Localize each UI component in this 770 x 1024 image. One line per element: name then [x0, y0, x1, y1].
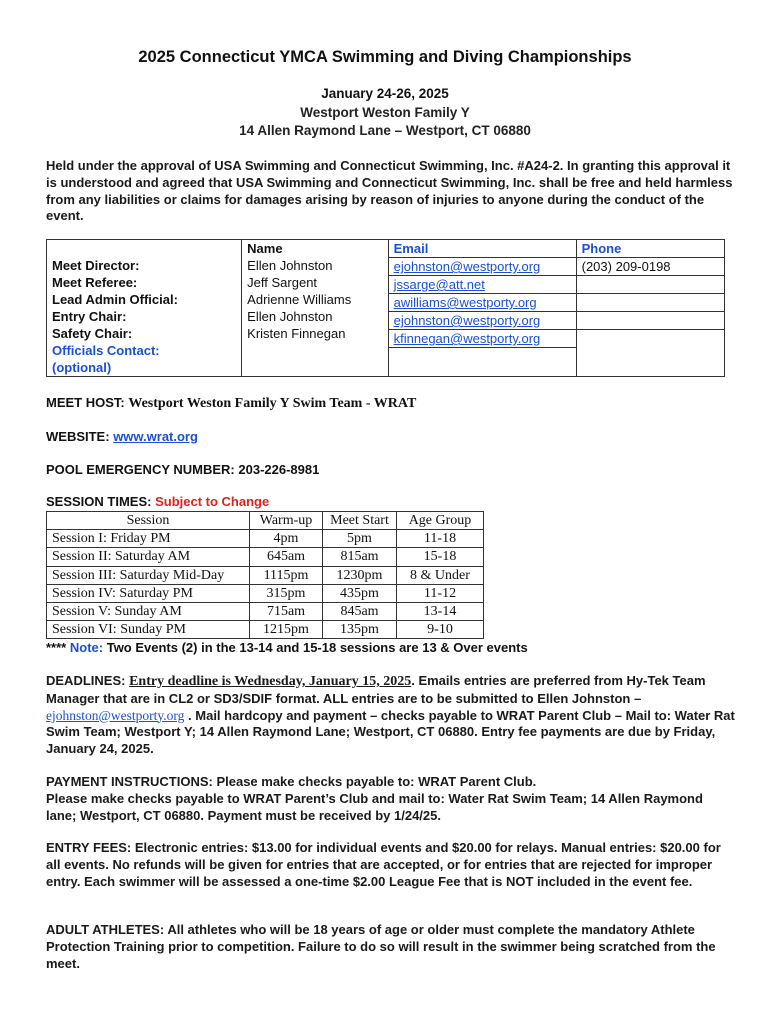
name-header: Name	[247, 241, 283, 256]
meet-dates: January 24-26, 2025	[321, 86, 449, 101]
approval-paragraph: Held under the approval of USA Swimming and Connecticut Swimming, Inc. #A24-2. In granting this approval it is understood and agreed that USA Swimming and Connecticut Swimming, Inc. shall be free and held harmless from any liabilities or claims for damages arising by reason of injuries to anyone during the conduct of the event.	[46, 158, 733, 224]
note-stars: ****	[46, 640, 67, 655]
age-cell: 8 & Under	[397, 566, 484, 584]
roles-cell	[47, 240, 242, 377]
column-header: Meet Start	[323, 512, 397, 530]
role-label: Meet Referee:	[52, 275, 138, 290]
entry-fees-paragraph	[46, 840, 736, 890]
column-header: Session	[47, 512, 250, 530]
email-link[interactable]: awilliams@westporty.org	[393, 295, 537, 310]
payment-text: : Please make checks payable to: WRAT Parent Club.	[208, 774, 537, 789]
contact-name: Kristen Finnegan	[247, 326, 346, 341]
session-cell: Session V: Sunday AM	[47, 603, 250, 621]
entry-fees-text: Electronic entries: $13.00 for individual events and $20.00 for relays. Manual entries: $20.00 for all events. No refunds will be given for entries that are accepted, or for entries that are rejected for improper entry. Each swimmer will be assessed a one-time $2.00 League Fee that is NOT included in the event fee.	[46, 840, 721, 889]
session-times-heading	[46, 494, 269, 509]
start-cell: 845am	[323, 603, 397, 621]
meet-address: 14 Allen Raymond Lane – Westport, CT 06880	[239, 123, 531, 138]
start-cell: 1230pm	[323, 566, 397, 584]
column-header: Warm-up	[250, 512, 323, 530]
meet-venue: Westport Weston Family Y	[300, 105, 470, 120]
session-times-label: SESSION TIMES:	[46, 494, 152, 509]
officials-contact-label: Officials Contact:	[52, 343, 160, 358]
subject-to-change: Subject to Change	[155, 494, 270, 509]
email-link[interactable]: ejohnston@westporty.org	[393, 313, 541, 328]
role-label: Entry Chair:	[52, 309, 127, 324]
session-cell: Session IV: Saturday PM	[47, 584, 250, 602]
entry-deadline: Entry deadline is Wednesday, January 15, 2025	[129, 674, 412, 689]
role-label: Meet Director:	[52, 258, 140, 273]
contact-phone: (203) 209-0198	[577, 257, 724, 276]
age-cell: 11-12	[397, 584, 484, 602]
meet-host-line	[46, 395, 416, 412]
sessions-note	[46, 640, 528, 655]
emails-cell	[388, 240, 576, 377]
warmup-cell: 1215pm	[250, 621, 323, 639]
note-text: Two Events (2) in the 13-14 and 15-18 sessions are 13 & Over events	[106, 640, 528, 655]
deadlines-text-cont: . Mail hardcopy and payment – checks payable to WRAT Parent Club – Mail to: Water Rat Swim Team; Westport Y; 14 Allen Raymond Lane; Westport, CT 06880. Entry fee payments are due by Friday, January 24, 2025.	[46, 707, 735, 757]
warmup-cell: 715am	[250, 603, 323, 621]
entry-fees-label: ENTRY FEES:	[46, 840, 132, 855]
column-header: Age Group	[397, 512, 484, 530]
start-cell: 815am	[323, 548, 397, 566]
contact-name: Ellen Johnston	[247, 309, 333, 324]
table-row	[47, 603, 484, 621]
session-cell: Session VI: Sunday PM	[47, 621, 250, 639]
payment-text-cont: Please make checks payable to WRAT Parent’s Club and mail to: Water Rat Swim Team; 14 Allen Raymond lane; Westport, CT 06880. Payment must be received by 1/24/25.	[46, 790, 703, 823]
session-cell: Session III: Saturday Mid-Day	[47, 566, 250, 584]
names-cell	[242, 240, 388, 377]
start-cell: 435pm	[323, 584, 397, 602]
age-cell: 9-10	[397, 621, 484, 639]
meet-host-value: Westport Weston Family Y Swim Team - WRAT	[128, 396, 417, 411]
adult-athletes-label: ADULT ATHLETES:	[46, 922, 165, 937]
pool-emergency-line	[46, 462, 319, 477]
age-cell: 11-18	[397, 530, 484, 548]
optional-label: (optional)	[52, 360, 112, 375]
contact-name: Ellen Johnston	[247, 258, 333, 273]
contacts-table	[46, 239, 725, 377]
contact-name: Jeff Sargent	[247, 275, 318, 290]
payment-label: PAYMENT INSTRUCTIONS	[46, 774, 209, 789]
deadlines-paragraph	[46, 673, 736, 758]
table-row	[47, 584, 484, 602]
deadlines-label: DEADLINES:	[46, 673, 126, 688]
start-cell: 135pm	[323, 621, 397, 639]
role-label: Lead Admin Official:	[52, 292, 178, 307]
adult-athletes-text: All athletes who will be 18 years of age or older must complete the mandatory Athlete Protection Training prior to competition. Failure to do so will result in the swimmer being scratched from the meet.	[46, 922, 716, 971]
table-row	[47, 530, 484, 548]
website-line	[46, 429, 198, 444]
deadlines-text: . Emails entries are preferred from Hy-Tek Team Manager that are in CL2 or SD3/SDIF format. ALL entries are to be submitted to Ellen Johnston –	[46, 673, 706, 706]
website-link[interactable]: www.wrat.org	[113, 429, 198, 444]
warmup-cell: 645am	[250, 548, 323, 566]
warmup-cell: 1115pm	[250, 566, 323, 584]
email-link[interactable]: ejohnston@westporty.org	[393, 259, 541, 274]
table-row	[47, 566, 484, 584]
session-cell: Session I: Friday PM	[47, 530, 250, 548]
meet-host-label: MEET HOST:	[46, 395, 125, 410]
session-times-table	[46, 511, 484, 639]
role-label: Safety Chair:	[52, 326, 133, 341]
table-header-row	[47, 512, 484, 530]
email-header: Email	[393, 241, 429, 256]
email-link[interactable]: kfinnegan@westporty.org	[393, 331, 541, 346]
phone-header: Phone	[581, 241, 622, 256]
pool-emergency-label: POOL EMERGENCY NUMBER:	[46, 462, 235, 477]
warmup-cell: 315pm	[250, 584, 323, 602]
start-cell: 5pm	[323, 530, 397, 548]
contact-name: Adrienne Williams	[247, 292, 352, 307]
email-link[interactable]: jssarge@att.net	[393, 277, 485, 292]
table-row	[47, 621, 484, 639]
pool-emergency-number: 203-226-8981	[238, 462, 320, 477]
website-label: WEBSITE:	[46, 429, 110, 444]
entries-email-link[interactable]: ejohnston@westporty.org	[46, 707, 185, 723]
note-label: Note:	[69, 640, 104, 655]
warmup-cell: 4pm	[250, 530, 323, 548]
payment-paragraph	[46, 774, 736, 824]
phones-cell	[576, 240, 724, 377]
adult-athletes-paragraph	[46, 922, 736, 972]
age-cell: 13-14	[397, 603, 484, 621]
age-cell: 15-18	[397, 548, 484, 566]
session-cell: Session II: Saturday AM	[47, 548, 250, 566]
page-title: 2025 Connecticut YMCA Swimming and Diving Championships	[138, 48, 632, 66]
table-row	[47, 548, 484, 566]
